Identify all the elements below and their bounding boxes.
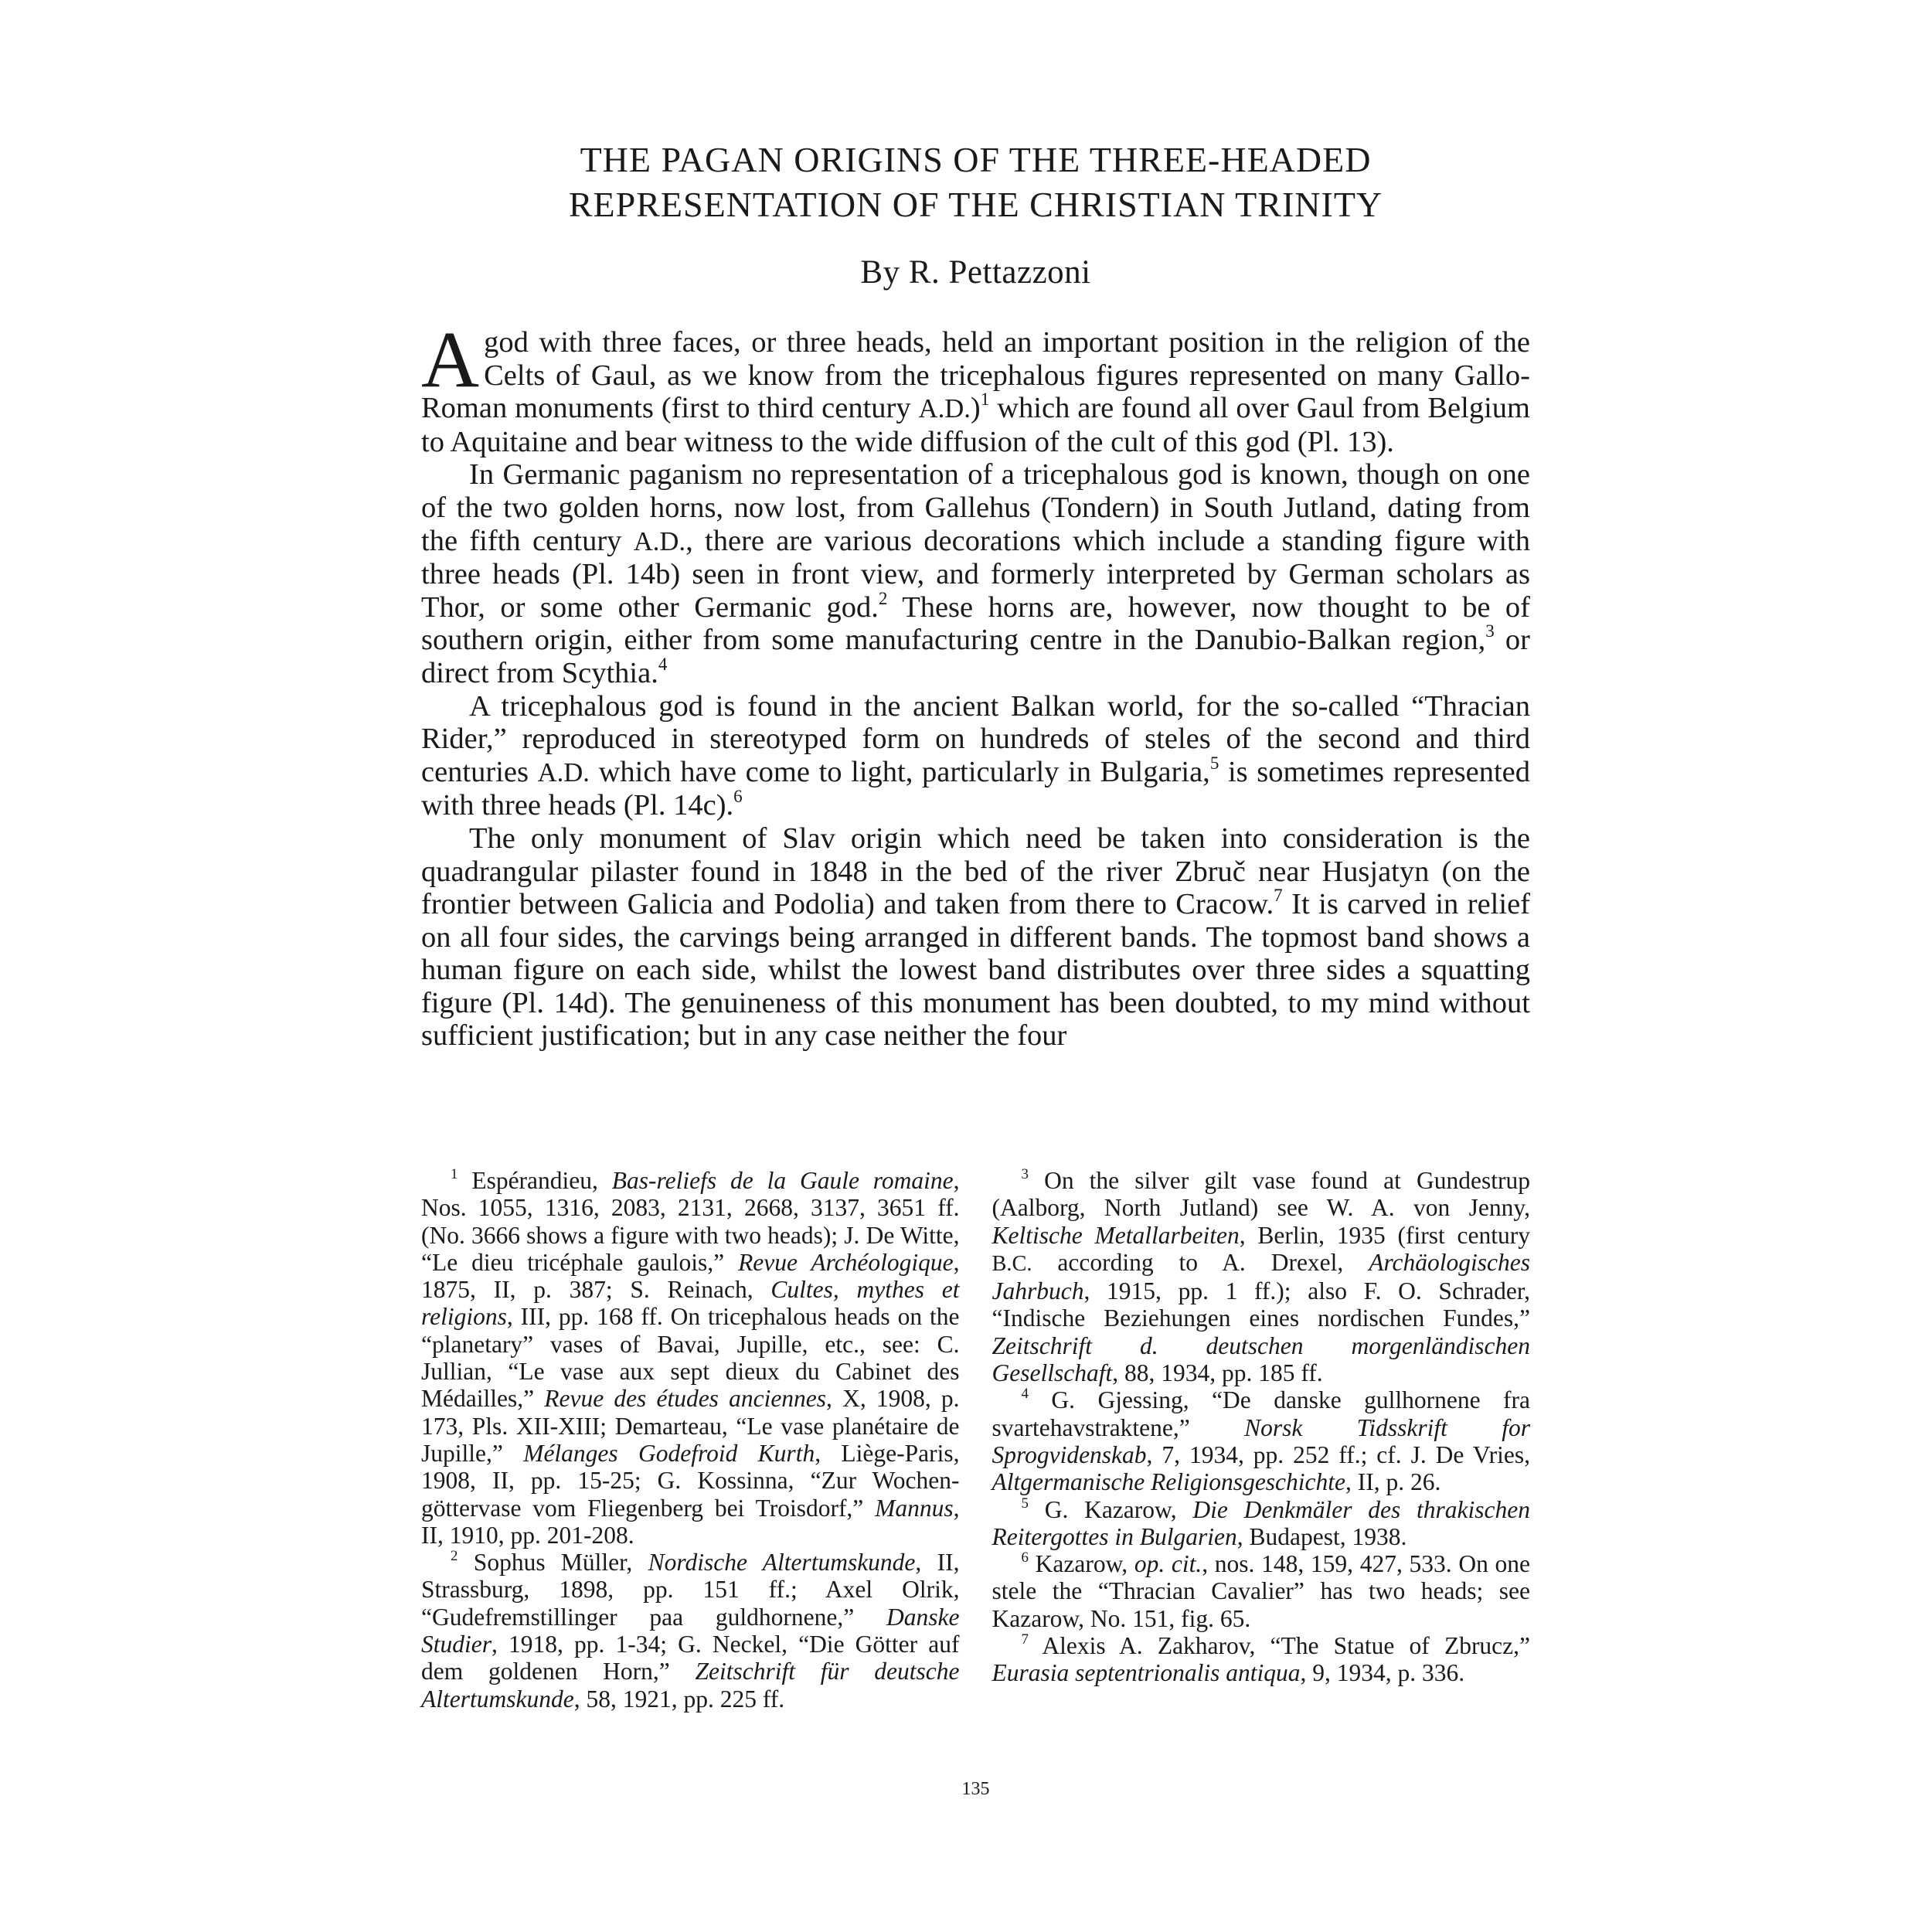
footnote-ref-6: 6 <box>733 786 743 807</box>
footnote-2: $^2$ Sophus Müller, Nordische Altertumskunde, II, Strassburg, 1898, pp. 151 ff.; Axel Olrik, “Gudefremstillinger paa guldhornene,” Danske Studier, 1918, pp. 1-34; G. Neckel, “Die Götter auf dem goldenen Horn,” Zeitschrift für deutsche Altertumskunde, 58, 1921, pp. 225 ff. <box>421 1547 960 1713</box>
footnote-7: $^7$ Alexis A. Zakharov, “The Statue of Zbrucz,” Eurasia septentrionalis antiqua, 9, 1934, p. 336. <box>992 1631 1530 1687</box>
author-byline: By R. Pettazzoni <box>860 254 1091 291</box>
article-title <box>421 138 1530 227</box>
article-body <box>421 315 1531 1053</box>
footnote-ref-7: 7 <box>1274 884 1283 905</box>
paragraph-1: A god with three faces, or three heads, held an important position in the religion of the Celts of Gaul, as we know from the tricephalous figures represented on many Gallo-Roman monuments (first to third century A.D.)$^1$ which are found all over Gaul from Belgium to Aquitaine and bear witness to the wide diffusion of the cult of this god (Pl. 13). <box>421 315 1530 458</box>
title-line-2: REPRESENTATION OF THE CHRISTIAN TRINITY <box>568 185 1383 224</box>
drop-cap: A <box>421 315 480 404</box>
paragraph-3: A tricephalous god is found in the ancient Balkan world, for the so-called “Thracian Rider,” reproduced in stereotyped form on hundreds of steles of the second and third centuries A.D. which have come to light, particularly in Bulgaria,$^5$ is sometimes represented with three heads (Pl. 14c).$^6$ <box>421 689 1531 822</box>
footnote-6: $^6$ Kazarow, op. cit., nos. 148, 159, 427, 533. On one stele the “Thracian Cavalier” has two heads; see Kazarow, No. 151, fig. 65. <box>992 1549 1530 1632</box>
footnotes <box>421 1167 1530 1774</box>
paragraph-4: The only monument of Slav origin which need be taken into consideration is the quadrangular pilaster found in 1848 in the bed of the river Zbruč near Husjatyn (on the frontier between Galicia and Podolia) and taken from there to Cracow.$^7$ It is carved in relief on all four sides, the carvings being arranged in different bands. The topmost band shows a human figure on each side, whilst the lowest band distributes over three sides a squatting figure (Pl. 14d). The genuineness of this monument has been doubted, to my mind without sufficient justification; but in any case neither the four <box>421 821 1530 1053</box>
paragraph-2: In Germanic paganism no representation of a tricephalous god is known, though on one of the two golden horns, now lost, from Gallehus (Tondern) in South Jutland, dating from the fifth century A.D., there are various decorations which include a standing figure with three heads (Pl. 14b) seen in front view, and formerly interpreted by German scholars as Thor, or some other Germanic god.$^2$ These horns are, however, now thought to be of southern origin, either from some manufacturing centre in the Danubio-Balkan region,$^3$ or direct from Scythia.$^4$ <box>421 458 1531 689</box>
footnote-4: $^4$ G. Gjessing, “De danske gullhornene fra svartehavstraktene,” Norsk Tidsskrift for Sprogvidenskab, 7, 1934, pp. 252 ff.; cf. J. De Vries, Altgermanische Religionsgeschichte, II, p. 26. <box>992 1386 1530 1496</box>
footnote-5: $^5$ G. Kazarow, Die Denkmäler des thrakischen Reitergottes in Bulgarien, Budapest, 1938. <box>992 1495 1530 1550</box>
footnote-3: $^3$ On the silver gilt vase found at Gundestrup (Aalborg, North Jutland) see W. A. von Jenny, Keltische Metallarbeiten, Berlin, 1935 (first century B.C. according to A. Drexel, Archäologisches Jahrbuch, 1915, pp. 1 ff.); also F. O. Schrader, “Indische Beziehungen eines nordischen Fundes,” Zeitschrift d. deutschen morgenländischen Gesellschaft, 88, 1934, pp. 185 ff. <box>992 1165 1530 1387</box>
title-line-1: THE PAGAN ORIGINS OF THE THREE-HEADED <box>580 140 1372 179</box>
footnote-ref-4: 4 <box>658 653 668 674</box>
page-number: 135 <box>961 1779 990 1799</box>
footnote-ref-2: 2 <box>878 587 888 608</box>
footnote-ref-1: 1 <box>980 389 990 410</box>
footnote-1: $^1$ Espérandieu, Bas-reliefs de la Gaule romaine, Nos. 1055, 1316, 2083, 2131, 2668, 3137, 3651 ff. (No. 3666 shows a figure with two heads); J. De Witte, “Le dieu tricéphale gaulois,” Revue Archéologique, 1875, II, p. 387; S. Reinach, Cultes, mythes et religions, III, pp. 168 ff. On tricephalous heads on the “planetary” vases of Bavai, Jupille, etc., see: C. Jullian, “Le vase aux sept dieux du Cabinet des Médailles,” Revue des études anciennes, X, 1908, p. 173, Pls. XII-XIII; Demarteau, “Le vase planétaire de Jupille,” Mélanges Godefroid Kurth, Liège-Paris, 1908, II, pp. 15-25; G. Kossinna, “Zur Wochen-göttervase vom Fliegenberg bei Troisdorf,” Mannus, II, 1910, pp. 201-208. <box>421 1165 960 1549</box>
footnote-ref-3: 3 <box>1485 621 1495 641</box>
article-page <box>421 0 1530 1932</box>
footnote-ref-5: 5 <box>1209 752 1219 773</box>
